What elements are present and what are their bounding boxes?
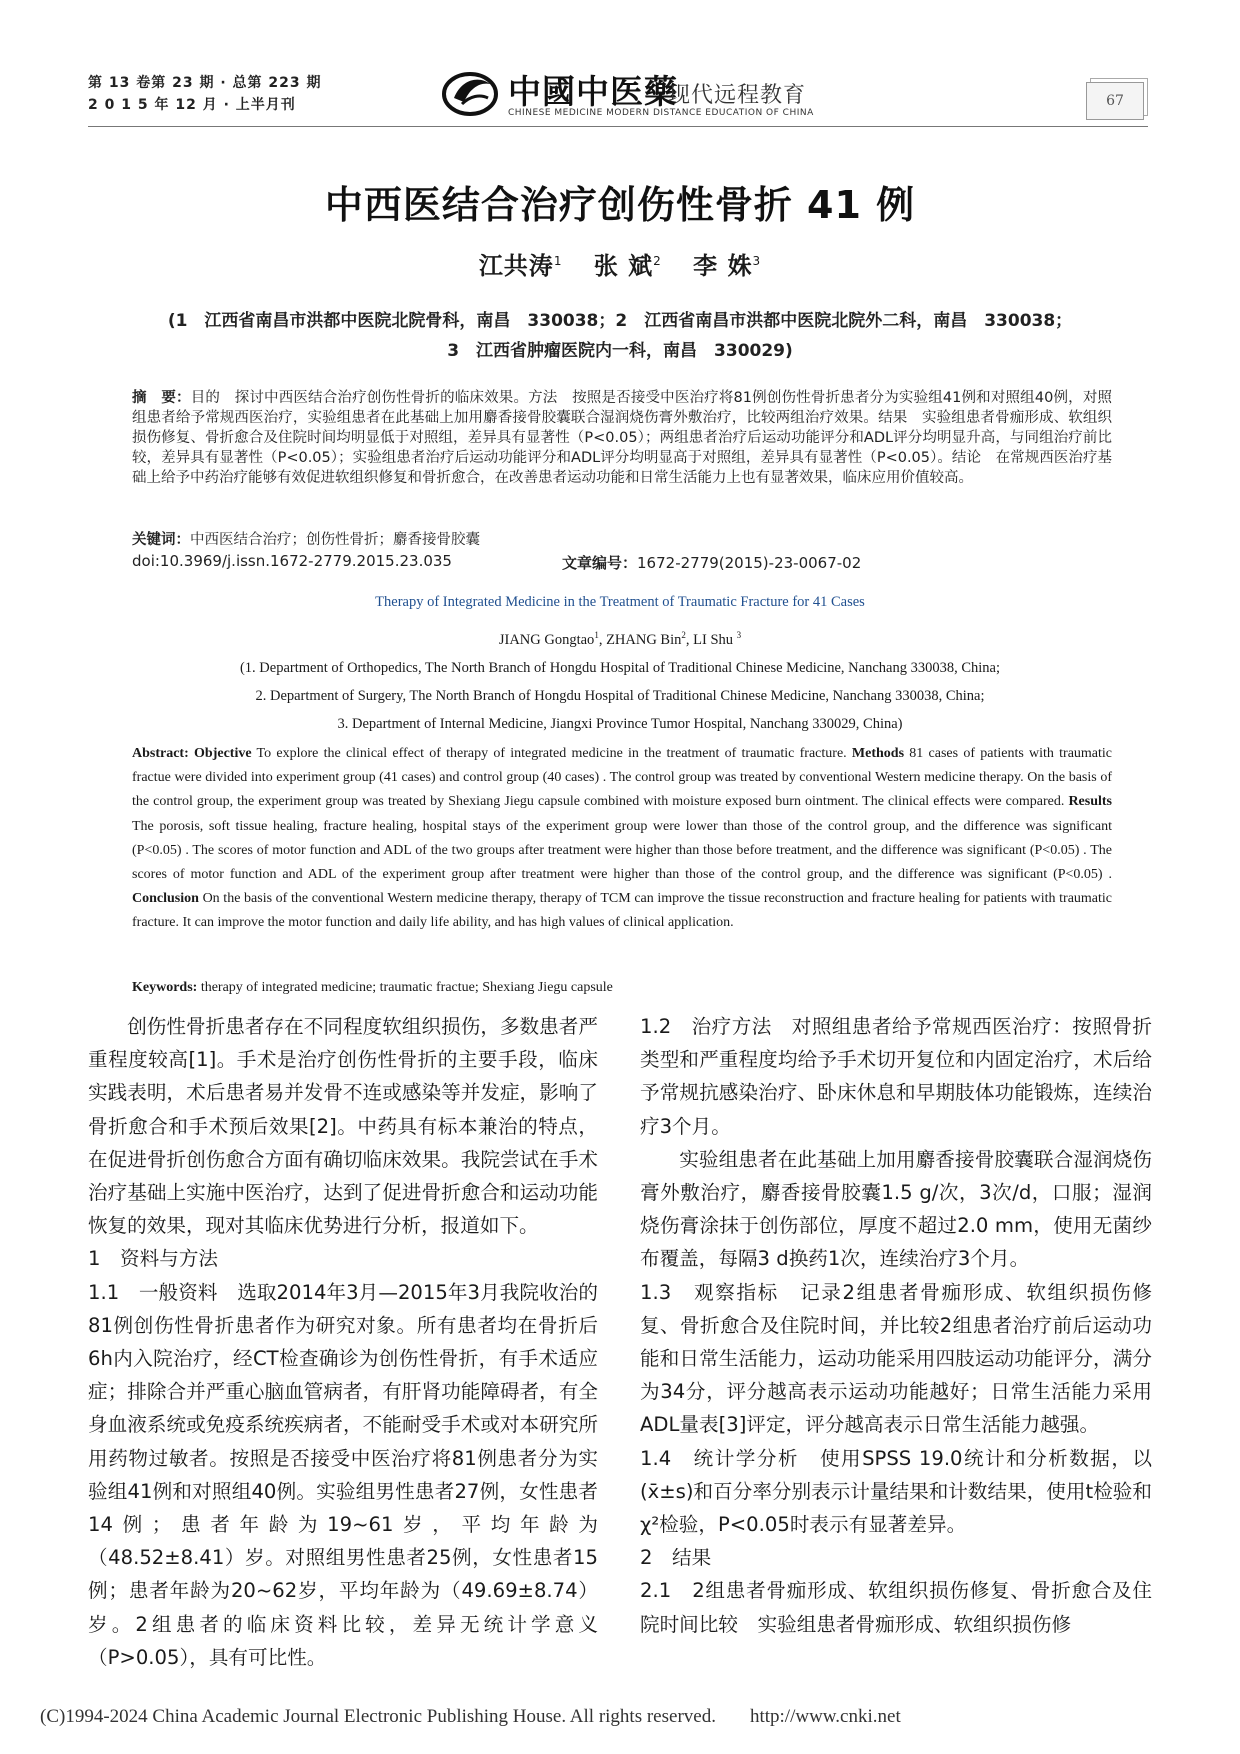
- results-text: The porosis, soft tissue healing, fracture healing, hospital stays of the experiment group were lower than those of the control group, and the difference was significant (P<0.05) . The scores of motor function and ADL of the two groups after treatment were higher than those before treatment, and the difference was significant (P<0.05) . The scores of motor function and ADL of the experiment group after treatment were higher than those of the control group, and the difference was significant (P<0.05) .: [132, 818, 1112, 883]
- author-sup: 2: [681, 630, 686, 640]
- keywords-text: 中西医结合治疗；创伤性骨折；麝香接骨胶囊: [190, 532, 480, 548]
- author-sup: 1: [553, 254, 563, 268]
- author-sup: 3: [752, 254, 762, 268]
- body-paragraph: 1.2 治疗方法 对照组患者给予常规西医治疗：按照骨折类型和严重程度均给予手术切开复位和内固定治疗，术后给予常规抗感染治疗、卧床休息和早期肢体功能锻炼，连续治疗3个月。: [640, 1015, 1152, 1138]
- section-heading: 1 资料与方法: [88, 1247, 219, 1271]
- author-sup: 1: [594, 630, 599, 640]
- abstract-en-label: Abstract:: [132, 746, 189, 761]
- abstract-text: 目的 探讨中西医结合治疗创伤性骨折的临床效果。方法 按照是否接受中医治疗将81例创伤性骨折患者分为实验组41例和对照组40例，对照组患者给予常规西医治疗，实验组患者在此基础上加用麝香接骨胶囊联合湿润烧伤膏外敷治疗，比较两组治疗效果。结果 实验组患者骨痂形成、软组织损伤修复、骨折愈合及住院时间均明显低于对照组，差异具有显著性（P<0.05）；两组患者治疗后运动功能评分和ADL评分均明显升高，与同组治疗前比较，差异具有显著性（P<0.05）；实验组患者治疗后运动功能评分和ADL评分均明显高于对照组，差异具有显著性（P<0.05）。结论 在常规西医治疗基础上给予中药治疗能够有效促进软组织修复和骨折愈合，在改善患者运动功能和日常生活能力上也有显著效果，临床应用价值较高。: [132, 390, 1112, 486]
- article-number: [562, 552, 861, 573]
- author-list: [0, 246, 1240, 281]
- body-paragraph: 1.3 观察指标 记录2组患者骨痂形成、软组织损伤修复、骨折愈合及住院时间，并比较2组患者治疗前后运动功能和日常生活能力，运动功能采用四肢运动功能评分，满分为34分，评分越高表示运动功能越好；日常生活能力采用ADL量表[3]评定，评分越高表示日常生活能力越强。: [640, 1280, 1152, 1437]
- abstract-label: 摘 要：: [132, 390, 191, 406]
- article-title: 中西医结合治疗创伤性骨折 41 例: [324, 183, 916, 227]
- header-rule: [88, 126, 1148, 127]
- author-sup: 3: [736, 630, 742, 640]
- issue-line-1: 第 13 卷第 23 期 · 总第 223 期: [88, 75, 322, 91]
- english-affiliation-2: 2. Department of Surgery, The North Branch of Hongdu Hospital of Traditional Chinese Medicine, Nanchang 330038, China;: [255, 688, 985, 704]
- abstract-cn: [132, 388, 1112, 488]
- journal-logo: [440, 64, 1000, 120]
- body-column-right: [640, 1010, 1152, 1641]
- conclusion-text: On the basis of the conventional Western medicine therapy, therapy of TCM can improve the tissue reconstruction and fracture healing for patients with traumatic fracture. It can improve the motor function and daily life ability, and has high values of clinical application.: [132, 891, 1113, 931]
- issue-info: [88, 72, 348, 116]
- keywords-cn: [132, 528, 1112, 549]
- affiliation-line-2: 3 江西省肿瘤医院内一科，南昌 330029): [447, 341, 793, 361]
- affiliation-line-1: (1 江西省南昌市洪都中医院北院骨科，南昌 330038；2 江西省南昌市洪都中医院北院外二科，南昌 330038；: [167, 311, 1073, 331]
- english-authors: JIANG Gongtao$^1$, ZHANG Bin$^2$, LI Shu $^3$: [498, 630, 742, 648]
- section-heading: 2 结果: [640, 1546, 712, 1570]
- author-name: 李 姝: [693, 252, 753, 280]
- english-affiliation-1: (1. Department of Orthopedics, The North Branch of Hongdu Hospital of Traditional Chinese Medicine, Nanchang 330038, China;: [239, 660, 1001, 676]
- english-affiliation-3: 3. Department of Internal Medicine, Jiangxi Province Tumor Hospital, Nanchang 330029, China): [337, 716, 903, 732]
- author-name-en: LI Shu: [693, 631, 734, 648]
- keywords-en-text: therapy of integrated medicine; traumatic fractue; Shexiang Jiegu capsule: [200, 980, 613, 995]
- author-name: 江共涛: [478, 252, 554, 280]
- footer-url[interactable]: http://www.cnki.net: [749, 1706, 901, 1727]
- journal-emblem-icon: [440, 68, 502, 118]
- abstract-en: [132, 742, 1112, 936]
- objective-text: To explore the clinical effect of therapy of integrated medicine in the treatment of traumatic fracture.: [256, 746, 847, 761]
- doi: doi:10.3969/j.issn.1672-2779.2015.23.035: [132, 552, 452, 570]
- page-number: 67: [1086, 82, 1144, 120]
- journal-name-en: CHINESE MEDICINE MODERN DISTANCE EDUCATION OF CHINA: [508, 108, 814, 118]
- body-paragraph: 实验组患者在此基础上加用麝香接骨胶囊联合湿润烧伤膏外敷治疗，麝香接骨胶囊1.5 g/次，3次/d，口服；湿润烧伤膏涂抹于创伤部位，厚度不超过2.0 mm，使用无菌纱布覆盖，每隔3 d换药1次，连续治疗3个月。: [640, 1147, 1152, 1271]
- keywords-en: [132, 980, 1112, 996]
- journal-subtitle: 现代远程教育: [668, 83, 807, 108]
- author-name-en: JIANG Gongtao: [498, 631, 595, 648]
- body-paragraph: 创伤性骨折患者存在不同程度软组织损伤，多数患者严重程度较高[1]。手术是治疗创伤性骨折的主要手段，临床实践表明，术后患者易并发骨不连或感染等并发症，影响了骨折愈合和手术预后效果[2]。中药具有标本兼治的特点，在促进骨折创伤愈合方面有确切临床效果。我院尝试在手术治疗基础上实施中医治疗，达到了促进骨折愈合和运动功能恢复的效果，现对其临床优势进行分析，报道如下。: [88, 1015, 598, 1238]
- article-number-label: 文章编号：: [562, 554, 638, 572]
- body-paragraph: 1.1 一般资料 选取2014年3月—2015年3月我院收治的81例创伤性骨折患者作为研究对象。所有患者均在骨折后6h内入院治疗，经CT检查确诊为创伤性骨折，有手术适应症；排除合并严重心脑血管病者，有肝肾功能障碍者，有全身血液系统或免疫系统疾病者，不能耐受手术或对本研究所用药物过敏者。按照是否接受中医治疗将81例患者分为实验组41例和对照组40例。实验组男性患者27例，女性患者14例；患者年龄为19~61岁，平均年龄为（48.52±8.41）岁。对照组男性患者25例，女性患者15例；患者年龄为20~62岁，平均年龄为（49.69±8.74）岁。2组患者的临床资料比较，差异无统计学意义（P>0.05），具有可比性。: [88, 1280, 598, 1669]
- results-label: Results: [1068, 794, 1112, 810]
- methods-text: 81 cases of patients with traumatic fractue were divided into experiment group (41 cases) and control group (40 cases) . The control group was treated by conventional Western medicine therapy. On the basis of the control group, the experiment group was treated by Shexiang Jiegu capsule combined with moisture exposed burn ointment. The clinical effects were compared.: [132, 746, 1113, 810]
- body-column-left: [88, 1010, 598, 1674]
- keywords-en-label: Keywords:: [132, 980, 198, 995]
- conclusion-label: Conclusion: [132, 891, 199, 907]
- methods-label: Methods: [851, 746, 905, 761]
- body-paragraph: 2.1 2组患者骨痂形成、软组织损伤修复、骨折愈合及住院时间比较 实验组患者骨痂形成、软组织损伤修: [640, 1579, 1152, 1636]
- author-name: 张 斌: [593, 252, 654, 280]
- article-number-value: 1672-2779(2015)-23-0067-02: [637, 554, 862, 572]
- objective-label: Objective: [194, 746, 252, 761]
- author-sup: 2: [653, 254, 662, 268]
- journal-name-cn: 中國中医藥: [508, 72, 678, 111]
- copyright-footer: [40, 1706, 1220, 1728]
- body-paragraph: 1.4 统计学分析 使用SPSS 19.0统计和分析数据，以(x̄±s)和百分率分别表示计量结果和计数结果，使用t检验和χ²检验，P<0.05时表示有显著差异。: [640, 1446, 1152, 1537]
- issue-line-2: 2 0 1 5 年 12 月 · 上半月刊: [88, 97, 296, 113]
- author-name-en: ZHANG Bin: [606, 631, 682, 648]
- copyright-text: (C)1994-2024 China Academic Journal Electronic Publishing House. All rights reserved.: [40, 1706, 716, 1727]
- english-title: Therapy of Integrated Medicine in the Treatment of Traumatic Fracture for 41 Cases: [375, 594, 865, 610]
- keywords-label: 关键词：: [132, 532, 190, 548]
